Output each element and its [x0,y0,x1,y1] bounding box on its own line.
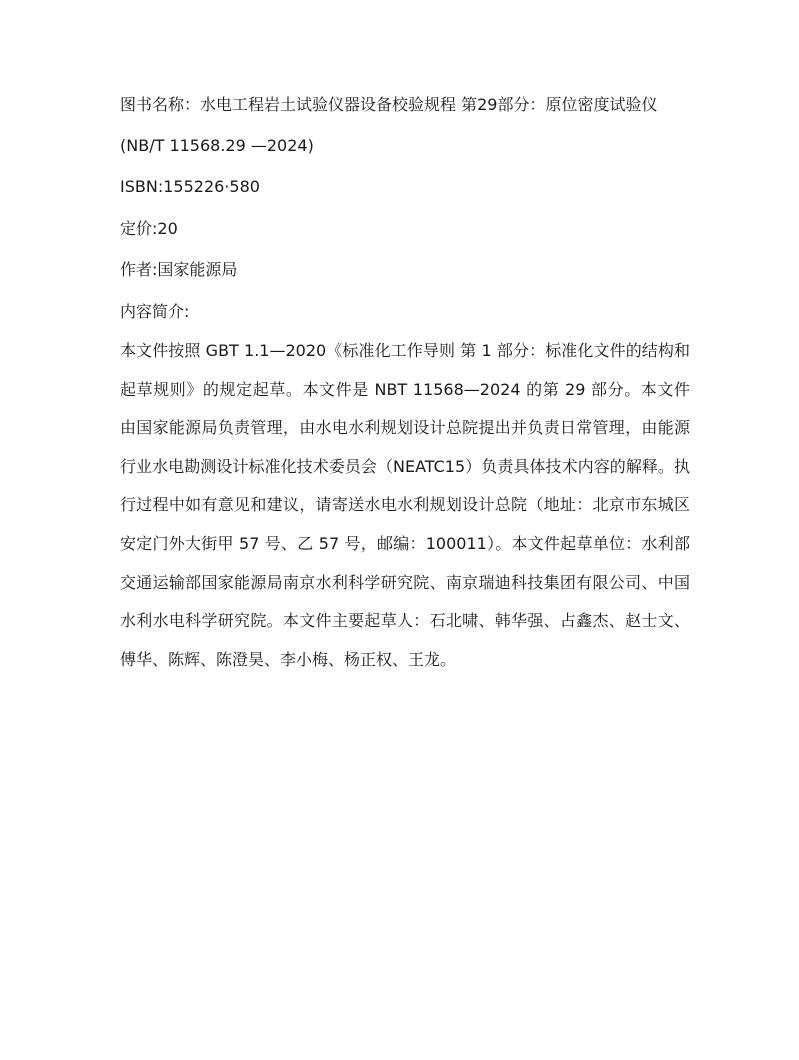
book-info [120,84,690,679]
author-row [120,249,690,291]
book-title: 水电工程岩土试验仪器设备校验规程 第29部分：原位密度试验仪 (NB/T 11568.29 —2024) [120,95,658,155]
author-value: 国家能源局 [157,260,238,279]
summary-label: 内容简介: [120,301,190,321]
book-title-block [120,84,690,166]
isbn-value: 155226·580 [163,177,260,196]
price-label: 定价: [120,218,158,238]
price-value: 20 [157,218,178,238]
price-row [120,208,690,250]
isbn-row [120,166,690,208]
summary-text: 本文件按照 GBT 1.1—2020《标准化工作导则 第 1 部分：标准化文件的结构和起草规则》的规定起草。本文件是 NBT 11568—2024 的第 29 部分。本文件由国家能源局负责管理，由水电水利规划设计总院提出并负责日常管理，由能源行业水电勘测设计标准化技术委员会（NEATC15）负责具体技术内容的解释。执行过程中如有意见和建议，请寄送水电水利规划设计总院（地址：北京市东城区安定门外大街甲 57 号、乙 57 号，邮编：100011）。本文件起草单位：水利部交通运输部国家能源局南京水利科学研究院、南京瑞迪科技集团有限公司、中国水利水电科学研究院。本文件主要起草人：石北啸、韩华强、占鑫杰、赵士文、傅华、陈辉、陈澄昊、李小梅、杨正权、王龙。 [120,341,690,669]
title-label: 图书名称： [120,95,201,114]
isbn-label: ISBN: [120,177,164,196]
summary-heading [120,291,690,333]
author-label: 作者: [120,260,158,279]
